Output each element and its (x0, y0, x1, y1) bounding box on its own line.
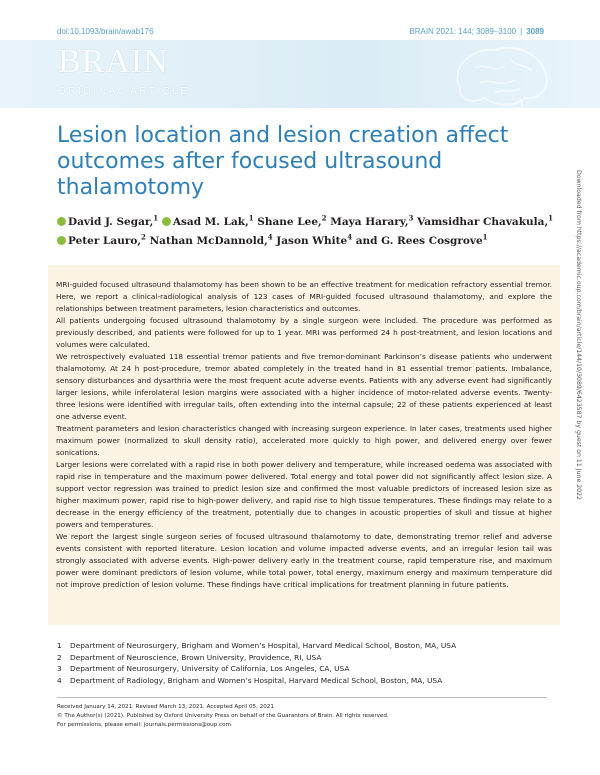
journal-citation-text: BRAIN 2021: 144; 3089–3100 (409, 27, 517, 36)
abstract-paragraph: Treatment parameters and lesion characteristics changed with increasing surgeon experience. In later cases, treatments used higher maximum power (normalized to skull density ratio), accelerated more quickly to high power, and delivered energy over fewer sonications. (56, 424, 552, 457)
author-7[interactable]: Jason White$^4$ (276, 232, 353, 247)
orcid-icon[interactable] (57, 217, 66, 226)
affiliation-item (57, 663, 557, 675)
author-1[interactable]: Asad M. Lak,$^1$ (162, 216, 254, 228)
author-4[interactable]: Vamsidhar Chavakula,$^1$ (417, 213, 553, 228)
affiliation-text: Department of Neurosurgery, Brigham and Women’s Hospital, Harvard Medical School, Boston, MA, USA (70, 641, 457, 650)
download-watermark (573, 170, 583, 660)
affiliation-item (57, 675, 557, 687)
abstract (56, 279, 552, 591)
download-note: Downloaded from https://academic.oup.com/brain/article/144/10/3089/6423587 by guest on 11 June 2022 (575, 170, 582, 500)
orcid-icon[interactable] (57, 236, 66, 245)
affiliation-item (57, 652, 557, 664)
author-0[interactable]: David J. Segar,$^1$ (57, 216, 158, 228)
affiliation-number: 2 (57, 652, 62, 662)
article-type: ORIGINAL ARTICLE (58, 86, 190, 97)
affiliation-text: Department of Radiology, Brigham and Women’s Hospital, Harvard Medical School, Boston, MA, USA (70, 675, 443, 685)
affiliation-number: 3 (57, 664, 62, 673)
affiliations (57, 640, 557, 686)
permissions[interactable]: For permissions, please email: journals.permissions@oup.com (57, 722, 231, 728)
journal-citation (409, 27, 544, 36)
received-dates: Received January 14, 2021. Revised March 13, 2021. Accepted April 05, 2021 (57, 704, 274, 710)
affiliation-number: 1 (57, 641, 62, 650)
abstract-paragraph: We retrospectively evaluated 118 essential tremor patients and five tremor-dominant Parkinson’s disease patients who underwent thalamotomy. At 24 h post-procedure, tremor abated completely in the treated hand in 81 essential tremor patients. Imbalance, sensory disturbances and dysarthria were the most frequent acute adverse events. Patients with any adverse event had significantly larger lesions, while inferolateral lesion margins were associated with a higher incidence of motor-related adverse events. Twenty-three lesions were identified with irregular tails, often extending into the internal capsule; 22 of these patients experienced at least one adverse event. (56, 352, 552, 421)
author-2[interactable]: Shane Lee,$^2$ (257, 213, 327, 228)
journal-logo: BRAIN (58, 43, 169, 80)
journal-header (0, 0, 600, 112)
abstract-paragraph: MRI-guided focused ultrasound thalamotomy has been shown to be an effective treatment for medication refractory essential tremor. Here, we report a clinical-radiological analysis of 123 cases of MRI-guided focused ultrasound thalamotomy, and explore the relationships between treatment parameters, lesion characteristics and outcomes. (56, 280, 552, 313)
article-title: Lesion location and lesion creation affect outcomes after focused ultrasound thalamotomy (57, 123, 509, 200)
affiliation-number: 4 (57, 675, 62, 685)
brain-illustration-icon (440, 38, 560, 112)
author-8[interactable]: and G. Rees Cosgrove$^1$ (355, 232, 488, 247)
abstract-paragraph: We report the largest single surgeon series of focused ultrasound thalamotomy to date, demonstrating tremor relief and adverse events consistent with reported literature. Lesion location and volume impacted adverse events, and an irregular lesion tail was strongly associated with adverse events. High-power delivery early in the treatment course, rapid temperature rise, and maximum power were dominant predictors of lesion volume, while total power, total energy, maximum energy and maximum temperature did not improve prediction of lesion volume. These findings have critical implications for treatment planning in future patients. (56, 532, 552, 589)
divider (57, 697, 547, 698)
author-3[interactable]: Maya Harary,$^3$ (330, 213, 414, 228)
publication-info (57, 703, 547, 730)
affiliation-item (57, 640, 557, 652)
author-6[interactable]: Nathan McDannold,$^4$ (149, 232, 273, 247)
page-number: 3089 (526, 27, 544, 36)
orcid-icon[interactable] (162, 217, 171, 226)
affiliation-text: Department of Neuroscience, Brown University, Providence, RI, USA (70, 652, 322, 662)
author-list (57, 210, 557, 249)
doi-link[interactable]: doi:10.1093/brain/awab176 (57, 27, 154, 36)
copyright: © The Author(s) (2021). Published by Oxford University Press on behalf of the Guarantors of Brain. All rights reserved. (57, 713, 389, 719)
abstract-paragraph: Larger lesions were correlated with a rapid rise in both power delivery and temperature, while increased oedema was associated with rapid rise in temperature and the maximum power delivered. Total energy and total power did not significantly affect lesion size. A support vector regression was trained to predict lesion size and confirmed the most valuable predictors of increased lesion size as higher maximum power, rapid rise to high-power delivery, and rapid rise to high tissue temperatures. These findings may relate to a decrease in the energy efficiency of the treatment, potentially due to changes in acoustic properties of skull and tissue at higher powers and temperatures. (56, 460, 552, 529)
author-5[interactable]: Peter Lauro,$^2$ (57, 235, 146, 247)
separator: | (520, 27, 523, 36)
affiliation-text: Department of Neurosurgery, University of California, Los Angeles, CA, USA (70, 664, 350, 673)
abstract-paragraph: All patients undergoing focused ultrasound thalamotomy by a single surgeon were included. The procedure was performed as previously described, and patients were followed for up to 1 year. MRI was performed 24 h post-treatment, and lesion locations and volumes were calculated. (56, 316, 552, 349)
